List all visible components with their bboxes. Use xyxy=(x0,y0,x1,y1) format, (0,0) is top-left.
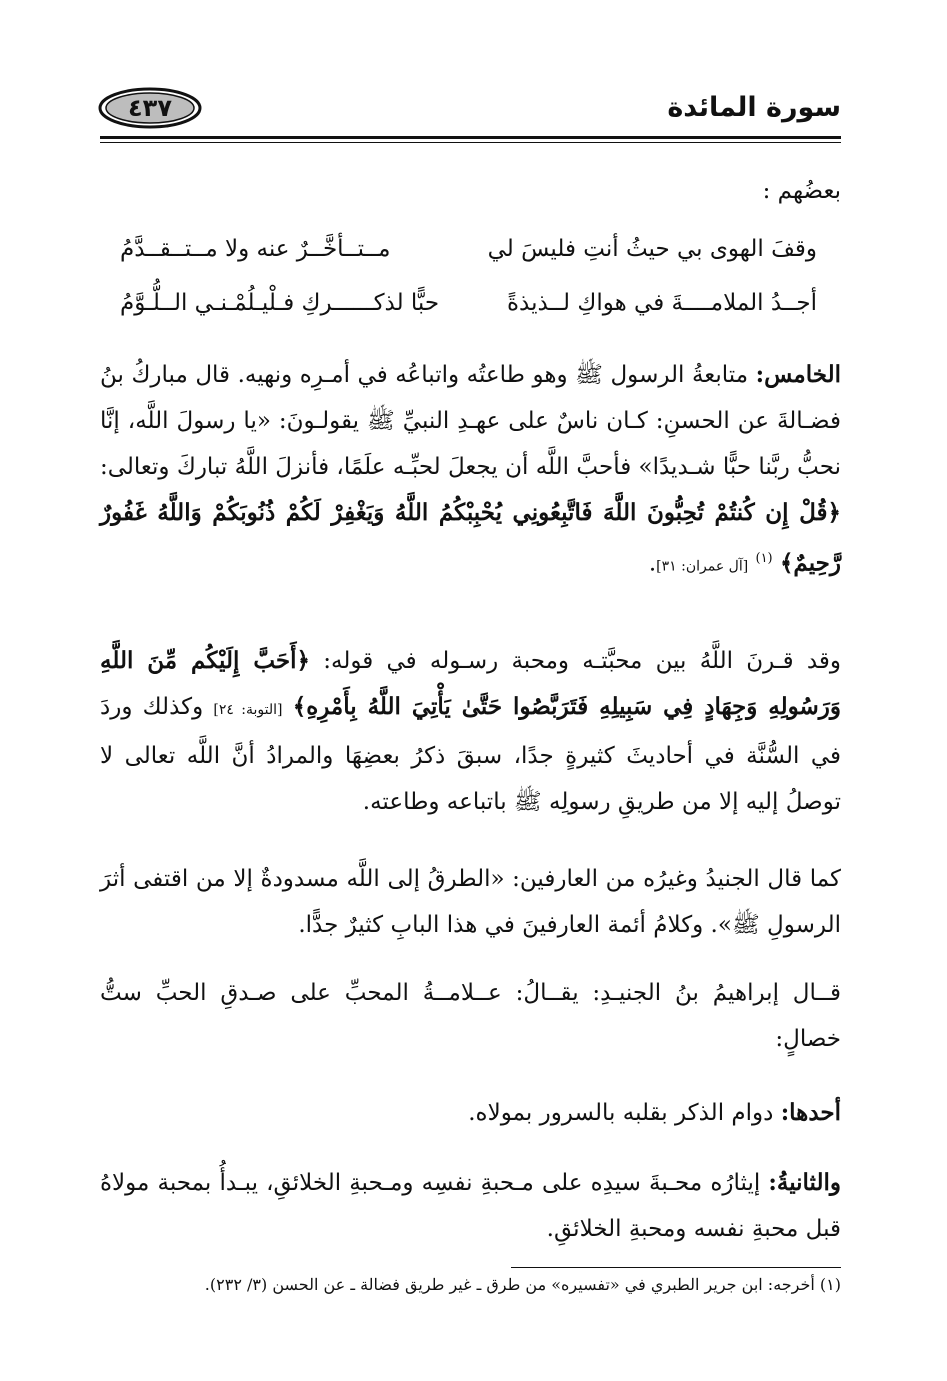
paragraph-fifth xyxy=(100,352,841,590)
page-number-badge xyxy=(98,86,202,130)
poem-hemistich-first: وقفَ الهوى بي حيثُ أنتِ فليسَ لي xyxy=(487,236,817,262)
paragraph-lead: الخامس: xyxy=(755,361,841,388)
quran-verse: ﴿قُلْ إِن كُنتُمْ تُحِبُّونَ اللَّهَ فَاتَّبِعُونِي يُحْبِبْكُمُ اللَّهُ وَيَغْفِرْ لَكُمْ ذُنُوبَكُمْ وَاللَّهُ غَفُورٌ رَّحِيمٌ﴾ xyxy=(100,499,841,577)
paragraph-junaid: كما قال الجنيدُ وغيرُه من العارفين: «الطرقُ إلى اللَّه مسدودةٌ إلا من اقتفى أثرَ الرسولِ ﷺ». وكلامُ أئمة العارفينَ في هذا البابِ كثيرٌ جدًّا. xyxy=(100,866,841,938)
paragraph-first-trait xyxy=(100,1090,841,1136)
quran-reference: [التوبة: ٢٤] xyxy=(213,702,283,718)
paragraph-lead: والثانيةُ: xyxy=(768,1169,841,1196)
footnote-marker: (١) xyxy=(755,551,773,566)
footnote-separator xyxy=(511,1267,841,1268)
paragraph-text: وكذلك وردَ في السُّنَّة في أحاديثَ كثيرةٍ جدًا، سبقَ ذكرُ بعضِهَا والمرادُ أنَّ اللَّه تعالى لا توصلُ إليه إلا من طريقِ رسولِه ﷺ باتباعه وطاعته. xyxy=(100,694,841,815)
page-number: ٤٣٧ xyxy=(128,94,172,122)
paragraph-text: وقد قـرنَ اللَّهُ بين محبَّتـه ومحبة رسـوله في قوله: xyxy=(310,648,842,674)
page-header xyxy=(98,82,841,134)
intro-line: بعضُهم : xyxy=(762,178,841,204)
paragraph-text: دوام الذكر بقلبه بالسرور بمولاه. xyxy=(468,1100,781,1126)
poem-hemistich-second: حبًّا لذكــــــركِ فـلْيـلُمْـنـي الــلُّـوَّمُ xyxy=(120,290,440,316)
paragraph-end: . xyxy=(648,550,657,577)
poem-verse xyxy=(120,290,817,330)
paragraph-second-trait xyxy=(100,1160,841,1252)
paragraph-text: إيثارُه محـبةَ سيدِه على مـحبةِ نفسِه ومـحبةِ الخلائقِ، يبـدأُ بمحبة مولاهُ قبل محبةِ نفسه ومحبةِ الخلائقِ. xyxy=(100,1170,841,1242)
poem-hemistich-second: مــتــأخَّــرٌ عنه ولا مــتــقــدَّمُ xyxy=(120,236,391,262)
poem-hemistich-first: أجــدُ الملامــــةَ في هواكِ لــذيذةً xyxy=(506,290,817,316)
quran-verse: ﴿أَحَبَّ إِلَيْكُم مِّنَ اللَّهِ وَرَسُولِهِ وَجِهَادٍ فِي سَبِيلِهِ فَتَرَبَّصُوا حَتَّىٰ يَأْتِيَ اللَّهُ بِأَمْرِهِ﴾ xyxy=(100,647,842,720)
surah-title: سورة المائدة xyxy=(667,92,841,123)
paragraph-pairing xyxy=(100,638,841,825)
header-rule-thin xyxy=(100,142,841,143)
paragraph-ibrahim: قــال إبراهيمُ بنُ الجنيـدِ: يقــالُ: عــلامــةُ المحبِّ على صـدقِ الحبِّ ستُّ خصالٍ: xyxy=(100,980,841,1052)
quran-reference: [آل عمران: ٣١] xyxy=(656,558,749,575)
paragraph-text: متابعةُ الرسول ﷺ وهو طاعتُه واتباعُه في أمـرِه ونهيه. قال مباركُ بنُ فضـالةَ عن الحسنِ: كـان ناسٌ على عهـدِ النبيِّ ﷺ يقولـونَ: «يا رسولَ اللَّه، إنَّا نحبُّ ربَّنا حبًّا شـديدًا» فأحبَّ اللَّه أن يجعلَ لحبِّـه علَمًا، فأنزلَ اللَّهُ تباركَ وتعالى: xyxy=(100,362,841,480)
poem-verse xyxy=(120,236,817,276)
footnote: (١) أخرجه: ابن جرير الطبري في «تفسيره» من طرق ـ غير طريق فضالة ـ عن الحسن (٣/ ٢٣٢). xyxy=(204,1275,841,1294)
paragraph-lead: أحدها: xyxy=(780,1099,841,1126)
header-rule-thick xyxy=(100,136,841,139)
